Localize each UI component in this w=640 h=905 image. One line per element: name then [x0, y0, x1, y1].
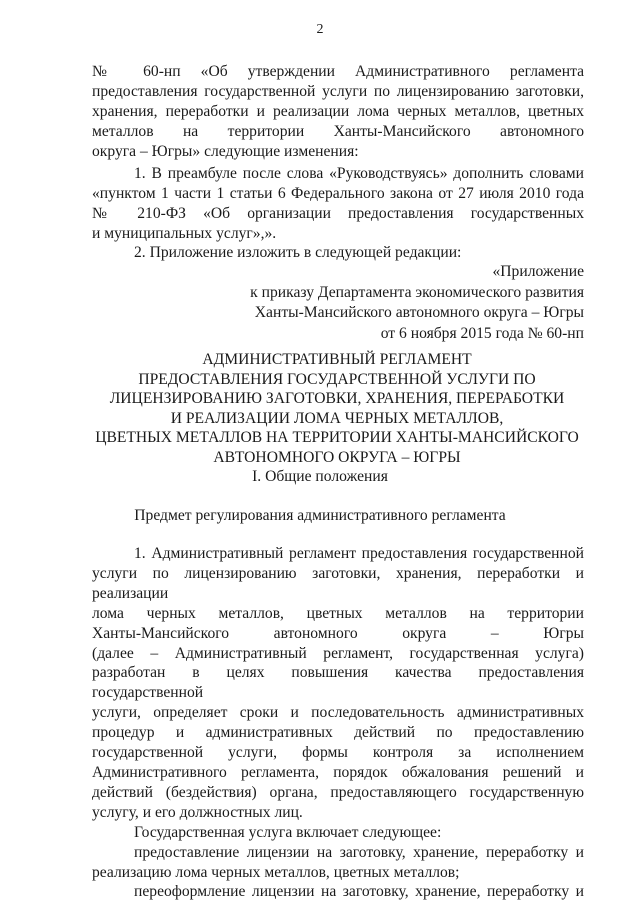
paragraph-1-line: Административного регламента, порядок обжалования решений и	[92, 763, 584, 781]
appendix-label: «Приложение	[492, 263, 584, 280]
item-1-line: № 210-ФЗ «Об организации предоставления государственных	[92, 205, 584, 222]
intro-line: № 60-нп «Об утверждении Административного регламента	[92, 63, 584, 80]
paragraph-1-line: услуги, определяет сроки и последовательность административных	[92, 704, 584, 722]
section-title: I. Общие положения	[252, 468, 388, 485]
service-item-1	[92, 843, 584, 883]
paragraph-1-line: (далее – Административный регламент, государственная услуга)	[92, 644, 584, 662]
main-text	[92, 544, 584, 902]
regulation-title-line: ЛИЦЕНЗИРОВАНИЮ ЗАГОТОВКИ, ХРАНЕНИЯ, ПЕРЕРАБОТКИ	[109, 390, 565, 407]
intro-line: округа – Югры» следующие изменения:	[92, 143, 359, 160]
intro-paragraph	[92, 62, 584, 162]
paragraph-1-line: услугу, и его должностных лиц.	[92, 803, 303, 821]
paragraph-1	[92, 544, 584, 823]
item-1-paragraph	[92, 164, 584, 244]
regulation-title	[60, 350, 614, 467]
paragraph-1-line: услуги по лицензированию заготовки, хранения, переработки и реализации	[92, 564, 584, 602]
paragraph-1-line: разработан в целях повышения качества предоставления государственной	[92, 664, 584, 702]
service-item-2	[92, 882, 584, 902]
item-1-line: и муниципальных услуг»,».	[92, 225, 277, 242]
item-2-line: 2. Приложение изложить в следующей редакции:	[134, 244, 462, 261]
paragraph-1-line: Ханты-Мансийского автономного округа – Югры	[92, 624, 584, 642]
regulation-title-line: АДМИНИСТРАТИВНЫЙ РЕГЛАМЕНТ	[202, 351, 472, 368]
item-2-paragraph	[92, 243, 584, 263]
appendix-date: от 6 ноября 2015 года № 60-нп	[380, 324, 584, 342]
intro-line: хранения, переработки и реализации лома черных металлов, цветных	[92, 103, 584, 120]
service-item-1-line: предоставление лицензии на заготовку, хранение, переработку и	[134, 843, 584, 861]
paragraph-1-line: государственной услуги, формы контроля за исполнением	[92, 744, 584, 762]
appendix-order-ref: к приказу Департамента экономического развития	[250, 283, 584, 301]
paragraph-1-line: лома черных металлов, цветных металлов на территории	[92, 604, 584, 622]
regulation-title-line: ПРЕДОСТАВЛЕНИЯ ГОСУДАРСТВЕННОЙ УСЛУГИ ПО	[138, 370, 536, 388]
paragraph-1-line: процедур и административных действий по предоставлению	[92, 724, 584, 742]
intro-line: металлов на территории Ханты-Мансийского автономного	[92, 123, 584, 140]
subsection-title: Предмет регулирования административного регламента	[134, 507, 506, 524]
paragraph-1-line: действий (бездействия) органа, предоставляющего государственную	[92, 783, 584, 801]
appendix-header	[220, 262, 584, 344]
service-item-2-line: переоформление лицензии на заготовку, хранение, переработку и	[134, 883, 584, 901]
regulation-title-line: И РЕАЛИЗАЦИИ ЛОМА ЧЕРНЫХ МЕТАЛЛОВ,	[170, 409, 504, 427]
intro-line: предоставления государственной услуги по лицензированию заготовки,	[92, 83, 584, 100]
item-1-line: 1. В преамбуле после слова «Руководствуясь» дополнить словами	[134, 165, 584, 182]
services-intro: Государственная услуга включает следующее:	[134, 823, 442, 841]
paragraph-1-line: 1. Административный регламент предоставления государственной	[134, 545, 584, 562]
page-number: 2	[316, 22, 324, 37]
regulation-title-line: ЦВЕТНЫХ МЕТАЛЛОВ НА ТЕРРИТОРИИ ХАНТЫ-МАНСИЙСКОГО	[95, 429, 579, 446]
regulation-title-line: АВТОНОМНОГО ОКРУГА – ЮГРЫ	[213, 448, 461, 466]
appendix-region: Ханты-Мансийского автономного округа – Югры	[254, 304, 584, 321]
item-1-line: «пунктом 1 части 1 статьи 6 Федерального закона от 27 июля 2010 года	[92, 185, 584, 202]
service-item-1-line: реализацию лома черных металлов, цветных металлов;	[92, 863, 460, 881]
